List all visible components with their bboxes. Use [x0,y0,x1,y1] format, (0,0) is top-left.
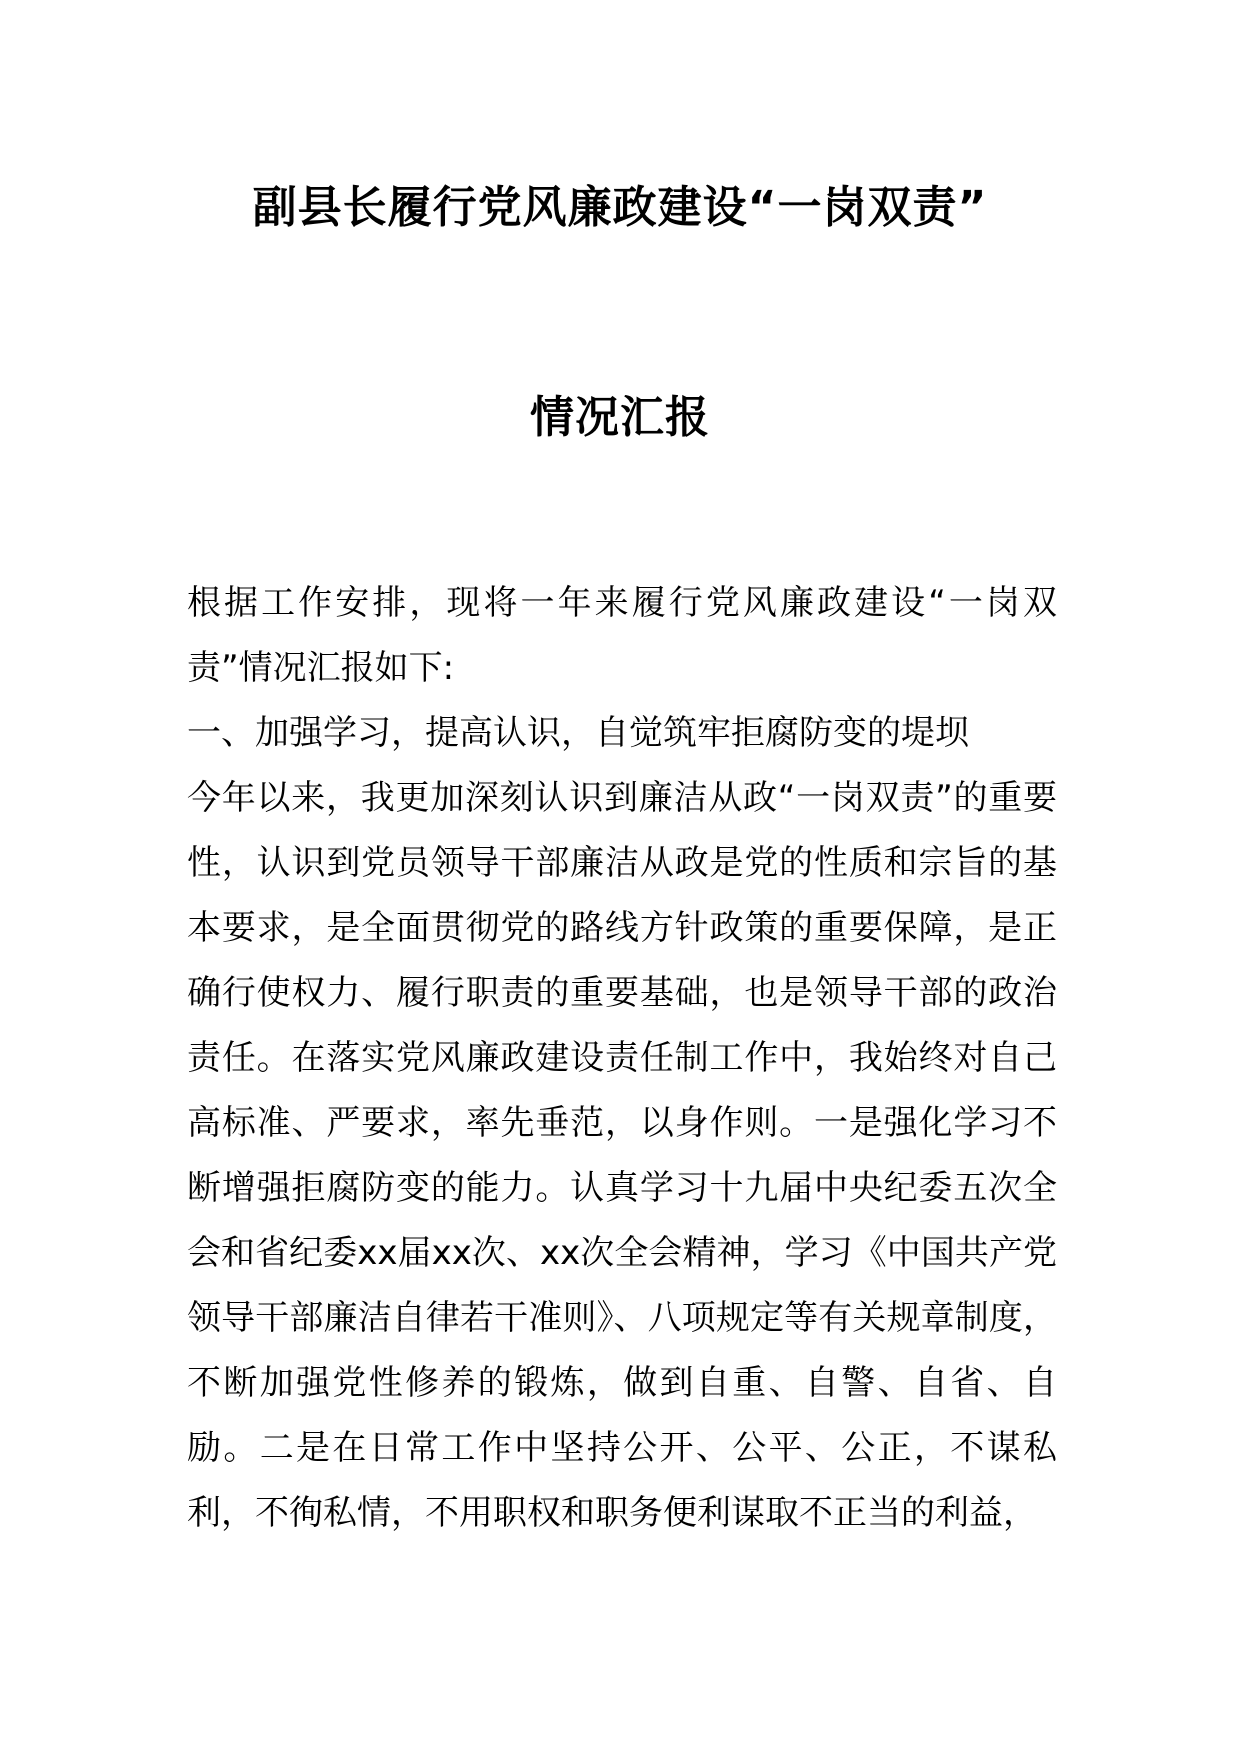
document-title-line-1: 副县长履行党风廉政建设“一岗双责” [252,182,988,233]
intro-paragraph: 根据工作安排，现将一年来履行党风廉政建设“一岗双责”情况汇报如下: [187,583,1057,688]
section-1-paragraph: 今年以来，我更加深刻认识到廉洁从政“一岗双责”的重要性，认识到党员领导干部廉洁从政是党的性质和宗旨的基本要求，是全面贯彻党的路线方针政策的重要保障，是正确行使权力、履行职责的重要基础，也是领导干部的政治责任。在落实党风廉政建设责任制工作中，我始终对自己高标准、严要求，率先垂范，以身作则。一是强化学习不断增强拒腐防变的能力。认真学习十九届中央纪委五次全会和省纪委xx届xx次、xx次全会精神，学习《中国共产党领导干部廉洁自律若干准则》、八项规定等有关规章制度，不断加强党性修养的锻炼，做到自重、自警、自省、自励。二是在日常工作中坚持公开、公平、公正，不谋私利，不徇私情，不用职权和职务便利谋取不正当的利益， [187,778,1057,1533]
document-body [187,571,1057,1546]
document-title-line-2: 情况汇报 [530,392,710,443]
section-1-heading: 一、加强学习，提高认识，自觉筑牢拒腐防变的堤坝 [187,713,969,753]
